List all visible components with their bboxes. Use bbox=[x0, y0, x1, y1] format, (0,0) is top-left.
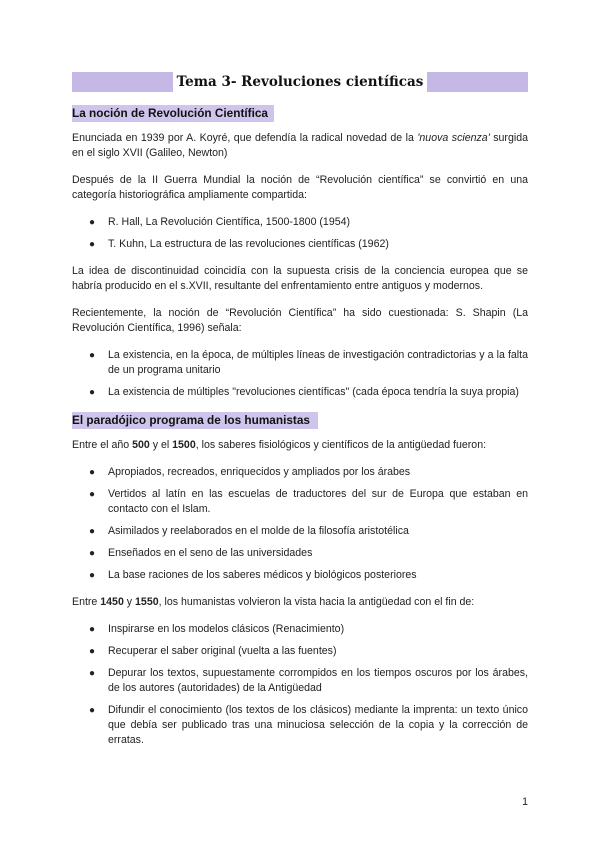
section-heading bbox=[72, 105, 528, 122]
list-item-text: La existencia, en la época, de múltiples líneas de investigación contradictorias y a la falta de un programa unitario bbox=[108, 349, 528, 376]
paragraph bbox=[72, 131, 528, 161]
list-item bbox=[72, 487, 528, 517]
section-heading-text: La noción de Revolución Científica bbox=[72, 106, 268, 120]
bullet-icon: ● bbox=[89, 548, 96, 559]
paragraph bbox=[72, 595, 528, 610]
list-item bbox=[72, 215, 528, 230]
list-item bbox=[72, 622, 528, 637]
paragraph bbox=[72, 438, 528, 453]
list-item-text: R. Hall, La Revolución Científica, 1500-1800 (1954) bbox=[108, 216, 351, 228]
bullet-list bbox=[72, 215, 528, 252]
section-heading bbox=[72, 412, 528, 429]
document-page bbox=[72, 72, 528, 760]
bullet-icon: ● bbox=[89, 350, 96, 361]
list-item bbox=[72, 237, 528, 252]
list-item bbox=[72, 703, 528, 748]
list-item bbox=[72, 385, 528, 400]
bullet-list bbox=[72, 465, 528, 583]
title-banner bbox=[72, 72, 528, 92]
list-item-text: Difundir el conocimiento (los textos de los clásicos) mediante la imprenta: un texto único que debía ser publicado tras una minuciosa selección de la copia y la corrección de erratas. bbox=[108, 704, 528, 746]
text-run: y el bbox=[149, 439, 173, 451]
list-item bbox=[72, 568, 528, 583]
text-run: y bbox=[123, 596, 136, 608]
text-run: surgida en el siglo XVII (Galileo, Newton) bbox=[72, 132, 528, 159]
text-run: Enunciada en 1939 por A. Koyré, que defendía la radical novedad de la bbox=[72, 132, 418, 144]
list-item-text: Enseñados en el seno de las universidades bbox=[108, 547, 313, 559]
text-run: , los saberes fisiológicos y científicos de la antigüedad fueron: bbox=[195, 439, 487, 451]
text-run: Entre bbox=[72, 596, 101, 608]
page-number: 1 bbox=[522, 796, 528, 808]
bullet-icon: ● bbox=[89, 668, 96, 679]
list-item-text: Asimilados y reelaborados en el molde de la filosofía aristotélica bbox=[108, 525, 409, 537]
list-item bbox=[72, 666, 528, 696]
paragraph: Después de la II Guerra Mundial la noción de “Revolución científica” se convirtió en una categoría historiográfica ampliamente compartida: bbox=[72, 174, 528, 201]
list-item bbox=[72, 644, 528, 659]
section-heading-text: El paradójico programa de los humanistas bbox=[72, 413, 310, 427]
bold-text: 1550 bbox=[135, 596, 159, 608]
text-run: , los humanistas volvieron la vista hacia la antigüedad con el fin de: bbox=[158, 596, 475, 608]
paragraph: La idea de discontinuidad coincidía con la supuesta crisis de la conciencia europea que se habría producido en el s.XVII, resultante del enfrentamiento entre antiguos y modernos. bbox=[72, 265, 528, 292]
list-item bbox=[72, 348, 528, 378]
bullet-list bbox=[72, 622, 528, 748]
paragraph: Recientemente, la noción de “Revolución Científica” ha sido cuestionada: S. Shapin (La Revolución Científica, 1996) señala: bbox=[72, 307, 528, 334]
bold-text: 1500 bbox=[172, 439, 196, 451]
list-item bbox=[72, 465, 528, 480]
list-item-text: Apropiados, recreados, enriquecidos y ampliados por los árabes bbox=[108, 466, 411, 478]
bullet-icon: ● bbox=[89, 624, 96, 635]
list-item-text: La base raciones de los saberes médicos y biológicos posteriores bbox=[108, 569, 417, 581]
bullet-icon: ● bbox=[89, 526, 96, 537]
list-item-text: Recuperar el saber original (vuelta a las fuentes) bbox=[108, 645, 337, 657]
page-title: Tema 3- Revoluciones científicas bbox=[173, 72, 428, 92]
list-item-text: La existencia de múltiples "revoluciones científicas" (cada época tendría la suya propia) bbox=[108, 386, 519, 398]
list-item bbox=[72, 546, 528, 561]
bold-text: 500 bbox=[132, 439, 150, 451]
text-run: Entre el año bbox=[72, 439, 133, 451]
bullet-icon: ● bbox=[89, 217, 96, 228]
list-item-text: T. Kuhn, La estructura de las revoluciones científicas (1962) bbox=[108, 238, 389, 250]
bullet-icon: ● bbox=[89, 570, 96, 581]
bullet-icon: ● bbox=[89, 387, 96, 398]
italic-text: 'nuova scienza' bbox=[417, 132, 490, 144]
bullet-icon: ● bbox=[89, 489, 96, 500]
list-item bbox=[72, 524, 528, 539]
list-item-text: Vertidos al latín en las escuelas de traductores del sur de Europa que estaban en contacto con el Islam. bbox=[108, 488, 528, 515]
bullet-icon: ● bbox=[89, 239, 96, 250]
bullet-icon: ● bbox=[89, 646, 96, 657]
bold-text: 1450 bbox=[100, 596, 124, 608]
list-item-text: Depurar los textos, supuestamente corrompidos en los tiempos oscuros por los árabes, de los autores (autoridades) de la Antigüedad bbox=[108, 667, 528, 694]
bullet-list bbox=[72, 348, 528, 400]
bullet-icon: ● bbox=[89, 705, 96, 716]
list-item-text: Inspirarse en los modelos clásicos (Renacimiento) bbox=[108, 623, 345, 635]
bullet-icon: ● bbox=[89, 467, 96, 478]
